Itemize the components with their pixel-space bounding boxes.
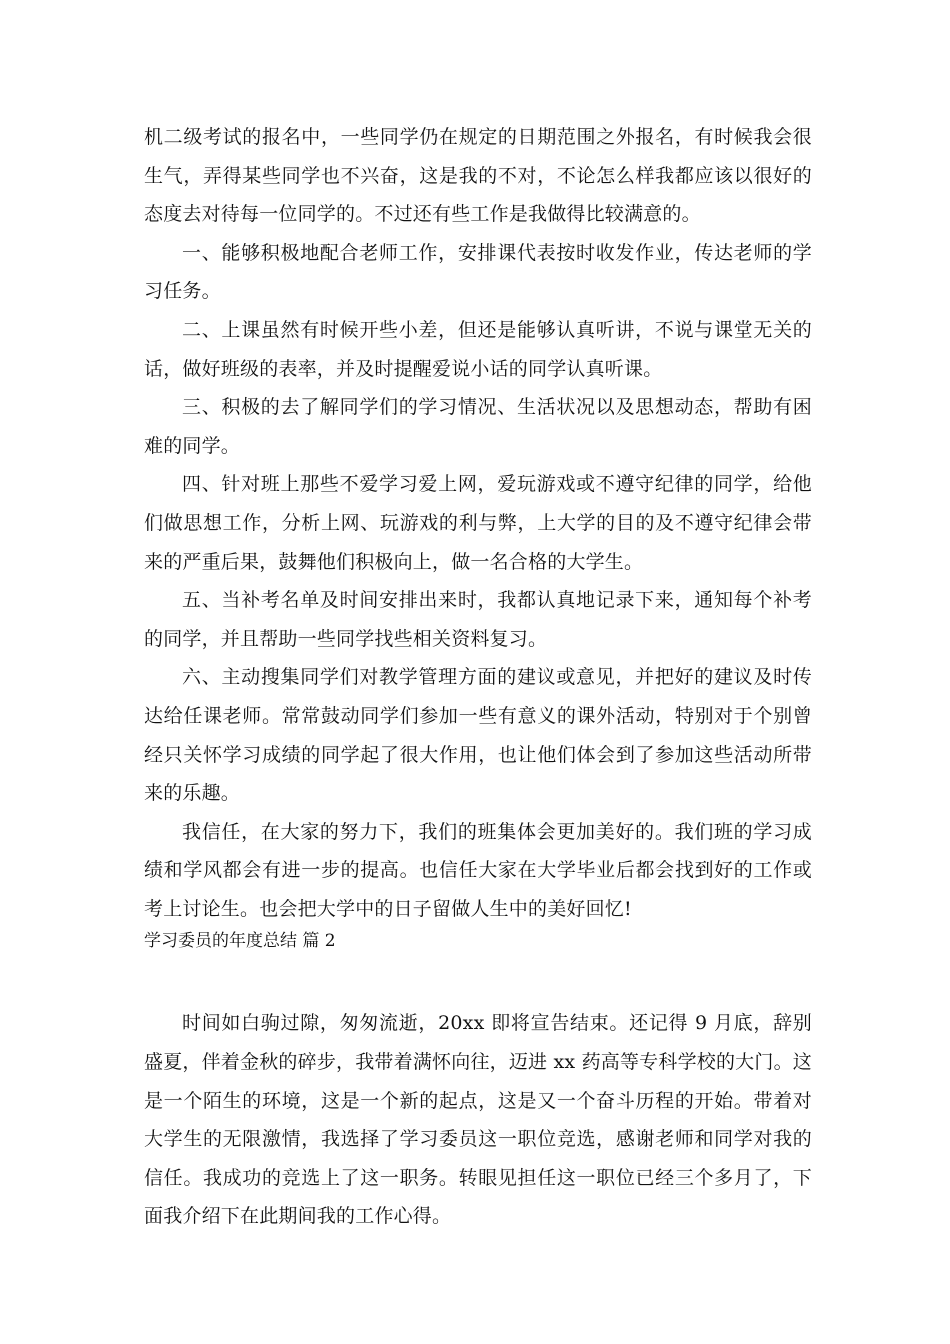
section-heading: 学习委员的年度总结 篇 2: [144, 931, 336, 952]
paragraph-intro: 时间如白驹过隙，匆匆流逝，20xx 即将宣告结束。还记得 9 月底，辞别盛夏，伴着金秋的碎步，我带着满怀向往，迈进 xx 药高等专科学校的大门。这是一个陌生的环境，这是一个新的起点，这是又一个奋斗历程的开始。带着对大学生的无限激情，我选择了学习委员这一职位竞选，感谢老师和同学对我的信任。我成功的竞选上了这一职务。转眼见担任这一职位已经三个多月了，下面我介绍下在此期间我的工作心得。: [144, 1012, 812, 1228]
section-spacer: [144, 956, 812, 1004]
paragraph-item-5: 五、当补考名单及时间安排出来时，我都认真地记录下来，通知每个补考的同学，并且帮助一些同学找些相关资料复习。: [144, 589, 812, 650]
paragraph-item-6: 六、主动搜集同学们对教学管理方面的建议或意见，并把好的建议及时传达给任课老师。常常鼓动同学们参加一些有意义的课外活动，特别对于个别曾经只关怀学习成绩的同学起了很大作用，也让他们体会到了参加这些活动所带来的乐趣。: [144, 666, 812, 805]
paragraph-item-4: 四、针对班上那些不爱学习爱上网，爱玩游戏或不遵守纪律的同学，给他们做思想工作，分析上网、玩游戏的利与弊，上大学的目的及不遵守纪律会带来的严重后果，鼓舞他们积极向上，做一名合格的大学生。: [144, 473, 812, 573]
paragraph-item-3: 三、积极的去了解同学们的学习情况、生活状况以及思想动态，帮助有困难的同学。: [144, 396, 812, 457]
paragraph-conclusion: 我信任，在大家的努力下，我们的班集体会更加美好的。我们班的学习成绩和学风都会有进一步的提高。也信任大家在大学毕业后都会找到好的工作或考上讨论生。也会把大学中的日子留做人生中的美好回忆!: [144, 820, 812, 920]
paragraph-item-1: 一、能够积极地配合老师工作，安排课代表按时收发作业，传达老师的学习任务。: [144, 241, 812, 303]
document-page: [144, 118, 812, 1236]
paragraph-continuation: 机二级考试的报名中，一些同学仍在规定的日期范围之外报名，有时候我会很生气，弄得某些同学也不兴奋，这是我的不对，不论怎么样我都应该以很好的态度去对待每一位同学的。不过还有些工作是我做得比较满意的。: [144, 126, 812, 226]
paragraph-item-2: 二、上课虽然有时候开些小差，但还是能够认真听讲，不说与课堂无关的话，做好班级的表率，并及时提醒爱说小话的同学认真听课。: [144, 318, 812, 380]
